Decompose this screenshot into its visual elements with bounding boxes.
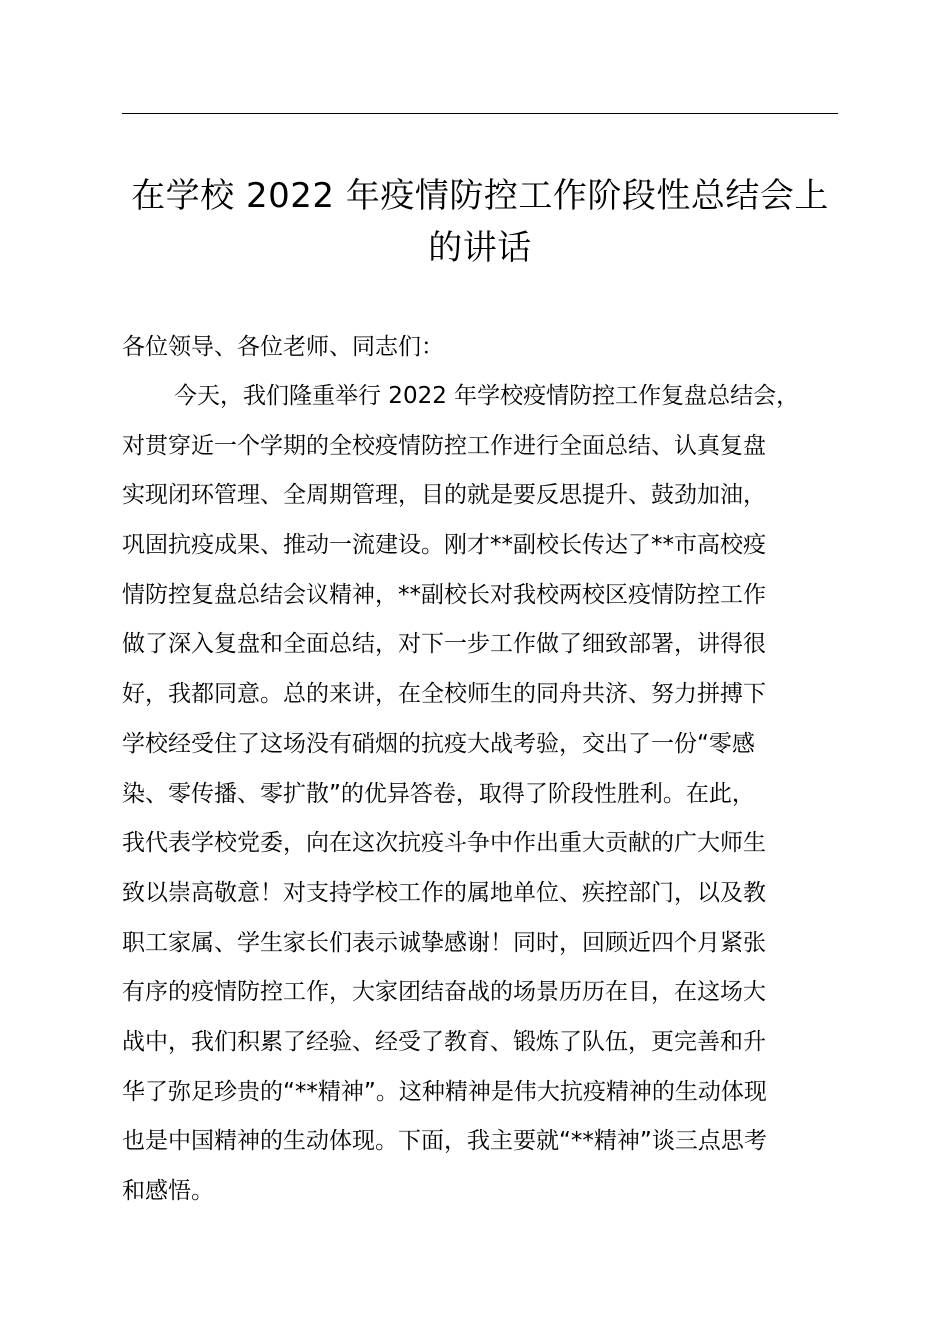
body-line: 华了弥足珍贵的“**精神”。这种精神是伟大抗疫精神的生动体现 — [122, 1078, 767, 1105]
body-line: 实现闭环管理、全周期管理，目的就是要反思提升、鼓劲加油， — [122, 482, 766, 509]
body-paragraph — [122, 372, 862, 1217]
body-line: 巩固抗疫成果、推动一流建设。刚才**副校长传达了**市高校疫 — [122, 532, 766, 559]
top-rule — [122, 113, 838, 114]
salutation: 各位领导、各位老师、同志们： — [122, 334, 444, 360]
body-line: 战中，我们积累了经验、经受了教育、锻炼了队伍，更完善和升 — [122, 1028, 766, 1055]
document-title — [122, 170, 838, 274]
body-line: 学校经受住了这场没有硝烟的抗疫大战考验，交出了一份“零感 — [122, 730, 755, 757]
body-line: 对贯穿近一个学期的全校疫情防控工作进行全面总结、认真复盘 — [122, 432, 766, 459]
body-line: 情防控复盘总结会议精神，**副校长对我校两校区疫情防控工作 — [122, 581, 766, 608]
title-line-2: 的讲话 — [428, 228, 532, 268]
body-line: 染、零传播、零扩散”的优异答卷，取得了阶段性胜利。在此， — [122, 780, 755, 807]
body-line: 致以崇高敬意！对支持学校工作的属地单位、疾控部门，以及教 — [122, 879, 766, 906]
body-line: 好，我都同意。总的来讲，在全校师生的同舟共济、努力拼搏下 — [122, 681, 766, 708]
body-line: 有序的疫情防控工作，大家团结奋战的场景历历在目，在这场大 — [122, 979, 766, 1006]
body-line: 我代表学校党委，向在这次抗疫斗争中作出重大贡献的广大师生 — [122, 830, 766, 857]
body-line: 和感悟。 — [122, 1178, 214, 1204]
body-line: 也是中国精神的生动体现。下面，我主要就“**精神”谈三点思考 — [122, 1128, 767, 1155]
body-line: 今天，我们隆重举行 2022 年学校疫情防控工作复盘总结会， — [174, 383, 800, 409]
body-line: 职工家属、学生家长们表示诚挚感谢！同时，回顾近四个月紧张 — [122, 929, 766, 956]
title-line-1: 在学校 2022 年疫情防控工作阶段性总结会上 — [131, 176, 829, 216]
body-line: 做了深入复盘和全面总结，对下一步工作做了细致部署，讲得很 — [122, 631, 766, 658]
